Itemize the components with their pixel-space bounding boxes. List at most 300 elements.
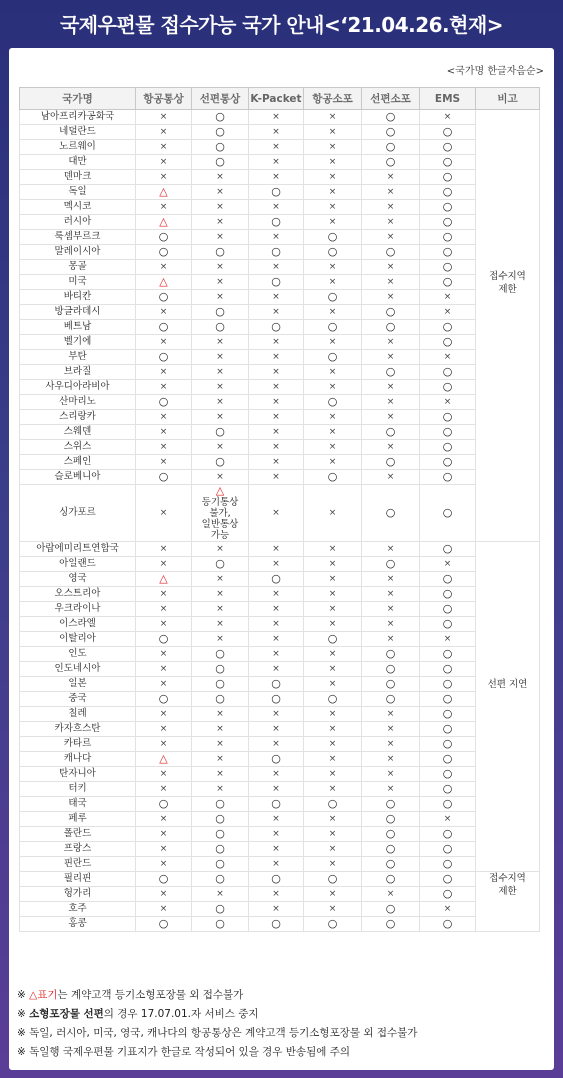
unavailable-mark: × [362, 290, 420, 305]
unavailable-mark: × [420, 632, 476, 647]
unavailable-mark: × [249, 767, 304, 782]
country-name: 스웨덴 [20, 425, 136, 440]
unavailable-mark: × [304, 647, 362, 662]
available-mark: ○ [136, 395, 192, 410]
unavailable-mark: × [249, 722, 304, 737]
unavailable-mark: × [136, 170, 192, 185]
country-name: 사우디아라비아 [20, 380, 136, 395]
available-mark: ○ [249, 677, 304, 692]
country-name: 베트남 [20, 320, 136, 335]
country-name: 인도네시아 [20, 662, 136, 677]
unavailable-mark: × [362, 275, 420, 290]
available-mark: ○ [362, 245, 420, 260]
country-name: 페루 [20, 812, 136, 827]
available-mark: ○ [192, 320, 249, 335]
unavailable-mark: × [249, 470, 304, 485]
unavailable-mark: × [249, 335, 304, 350]
header-surface-parcel: 선편소포 [362, 88, 420, 110]
unavailable-mark: × [304, 440, 362, 455]
available-mark: ○ [420, 587, 476, 602]
unavailable-mark: × [304, 842, 362, 857]
unavailable-mark: × [249, 305, 304, 320]
unavailable-mark: × [304, 260, 362, 275]
country-name: 부탄 [20, 350, 136, 365]
available-mark: ○ [420, 260, 476, 275]
available-mark: ○ [304, 632, 362, 647]
unavailable-mark: × [192, 410, 249, 425]
available-mark: ○ [304, 320, 362, 335]
unavailable-mark: × [304, 782, 362, 797]
unavailable-mark: × [304, 305, 362, 320]
available-mark: ○ [249, 275, 304, 290]
table-row [20, 140, 540, 155]
unavailable-mark: × [192, 542, 249, 557]
unavailable-mark: × [192, 470, 249, 485]
unavailable-mark: × [249, 542, 304, 557]
unavailable-mark: × [192, 395, 249, 410]
unavailable-mark: × [249, 110, 304, 125]
unavailable-mark: × [249, 200, 304, 215]
available-mark: ○ [420, 170, 476, 185]
unavailable-mark: × [304, 275, 362, 290]
table-row [20, 200, 540, 215]
available-mark: ○ [362, 902, 420, 917]
unavailable-mark: × [249, 440, 304, 455]
available-mark: ○ [362, 662, 420, 677]
unavailable-mark: × [304, 455, 362, 470]
table-row [20, 470, 540, 485]
unavailable-mark: × [249, 260, 304, 275]
country-name: 터키 [20, 782, 136, 797]
sort-note: <국가명 한글자음순> [446, 66, 544, 77]
footnote: ※ 독일, 러시아, 미국, 영국, 캐나다의 항공통상은 계약고객 등기소형포장물 외 접수불가 [17, 1027, 418, 1039]
country-name: 네덜란드 [20, 125, 136, 140]
unavailable-mark: × [304, 617, 362, 632]
unavailable-mark: × [136, 842, 192, 857]
available-mark: ○ [136, 230, 192, 245]
available-mark: ○ [192, 692, 249, 707]
page-title: 국제우편물 접수가능 국가 안내<‘21.04.26.현재> [59, 12, 504, 37]
unavailable-mark: × [304, 410, 362, 425]
footnote: ※ △표기는 계약고객 등기소형포장물 외 접수불가 [17, 989, 244, 1001]
available-mark: ○ [192, 842, 249, 857]
unavailable-mark: × [249, 902, 304, 917]
unavailable-mark: × [304, 155, 362, 170]
country-name: 이탈리아 [20, 632, 136, 647]
available-mark: ○ [362, 872, 420, 887]
restricted-mark: △ 등기통상 불가, 일반통상 가능 [192, 485, 249, 542]
unavailable-mark: × [249, 737, 304, 752]
country-name: 싱가포르 [20, 485, 136, 542]
unavailable-mark: × [362, 260, 420, 275]
unavailable-mark: × [362, 170, 420, 185]
available-mark: ○ [420, 215, 476, 230]
available-mark: ○ [304, 797, 362, 812]
available-mark: ○ [136, 320, 192, 335]
unavailable-mark: × [136, 902, 192, 917]
available-mark: ○ [420, 410, 476, 425]
available-mark: ○ [420, 722, 476, 737]
country-name: 스리랑카 [20, 410, 136, 425]
unavailable-mark: × [136, 365, 192, 380]
table-row [20, 440, 540, 455]
unavailable-mark: × [304, 557, 362, 572]
table-row [20, 602, 540, 617]
unavailable-mark: × [136, 440, 192, 455]
unavailable-mark: × [304, 737, 362, 752]
available-mark: ○ [362, 455, 420, 470]
available-mark: ○ [420, 707, 476, 722]
available-mark: ○ [420, 542, 476, 557]
available-mark: ○ [420, 275, 476, 290]
unavailable-mark: × [136, 542, 192, 557]
country-name: 칠레 [20, 707, 136, 722]
unavailable-mark: × [136, 200, 192, 215]
country-name: 캐나다 [20, 752, 136, 767]
unavailable-mark: × [136, 617, 192, 632]
unavailable-mark: × [362, 887, 420, 902]
available-mark: ○ [136, 797, 192, 812]
table-row [20, 887, 540, 902]
available-mark: ○ [362, 425, 420, 440]
table-row [20, 230, 540, 245]
unavailable-mark: × [192, 722, 249, 737]
header-air-parcel: 항공소포 [304, 88, 362, 110]
available-mark: ○ [362, 155, 420, 170]
table-row [20, 902, 540, 917]
available-mark: ○ [136, 350, 192, 365]
unavailable-mark: × [420, 350, 476, 365]
unavailable-mark: × [420, 812, 476, 827]
country-name: 멕시코 [20, 200, 136, 215]
country-name: 오스트리아 [20, 587, 136, 602]
table-row [20, 155, 540, 170]
unavailable-mark: × [136, 767, 192, 782]
country-name: 홍콩 [20, 917, 136, 932]
table-row [20, 752, 540, 767]
unavailable-mark: × [304, 902, 362, 917]
table-row [20, 572, 540, 587]
available-mark: ○ [362, 827, 420, 842]
remark-text: 선편 지연 [487, 679, 528, 690]
unavailable-mark: × [249, 842, 304, 857]
unavailable-mark: × [304, 170, 362, 185]
available-mark: ○ [362, 917, 420, 932]
remark-text: 접수지역 제한 [489, 873, 526, 897]
available-mark: ○ [420, 140, 476, 155]
available-mark: ○ [420, 692, 476, 707]
table-row [20, 587, 540, 602]
available-mark: ○ [136, 290, 192, 305]
unavailable-mark: × [362, 335, 420, 350]
available-mark: ○ [304, 290, 362, 305]
unavailable-mark: × [304, 110, 362, 125]
unavailable-mark: × [249, 155, 304, 170]
available-mark: ○ [420, 872, 476, 887]
country-name: 카자흐스탄 [20, 722, 136, 737]
available-mark: ○ [249, 752, 304, 767]
country-name: 노르웨이 [20, 140, 136, 155]
table-row [20, 707, 540, 722]
available-mark: ○ [136, 632, 192, 647]
available-mark: ○ [192, 647, 249, 662]
unavailable-mark: × [362, 602, 420, 617]
unavailable-mark: × [192, 602, 249, 617]
unavailable-mark: × [249, 857, 304, 872]
country-name: 슬로베니아 [20, 470, 136, 485]
footnote: ※ 독일행 국제우편물 기표지가 한글로 작성되어 있을 경우 반송됨에 주의 [17, 1046, 350, 1058]
available-mark: ○ [420, 677, 476, 692]
available-mark: ○ [136, 470, 192, 485]
country-name: 헝가리 [20, 887, 136, 902]
available-mark: ○ [192, 797, 249, 812]
unavailable-mark: × [136, 722, 192, 737]
table-row [20, 455, 540, 470]
cell-note: 등기통상 불가, 일반통상 가능 [201, 497, 239, 541]
unavailable-mark: × [362, 632, 420, 647]
unavailable-mark: × [249, 617, 304, 632]
available-mark: ○ [304, 917, 362, 932]
table-row [20, 797, 540, 812]
country-name: 카타르 [20, 737, 136, 752]
available-mark: ○ [420, 617, 476, 632]
available-mark: ○ [304, 350, 362, 365]
available-mark: ○ [420, 572, 476, 587]
table-row [20, 647, 540, 662]
available-mark: ○ [362, 320, 420, 335]
available-mark: ○ [249, 185, 304, 200]
footnote: ※ 소형포장물 선편의 경우 17.07.01.자 서비스 중지 [17, 1008, 259, 1020]
table-row [20, 827, 540, 842]
country-name: 덴마크 [20, 170, 136, 185]
unavailable-mark: × [136, 887, 192, 902]
available-mark: ○ [420, 230, 476, 245]
restricted-mark: △ [136, 752, 192, 767]
country-name: 폴란드 [20, 827, 136, 842]
country-name: 브라질 [20, 365, 136, 380]
unavailable-mark: × [420, 305, 476, 320]
table-row [20, 305, 540, 320]
unavailable-mark: × [304, 602, 362, 617]
available-mark: ○ [362, 647, 420, 662]
table-row [20, 692, 540, 707]
unavailable-mark: × [304, 542, 362, 557]
unavailable-mark: × [249, 707, 304, 722]
unavailable-mark: × [192, 617, 249, 632]
available-mark: ○ [420, 440, 476, 455]
unavailable-mark: × [249, 647, 304, 662]
unavailable-mark: × [304, 812, 362, 827]
unavailable-mark: × [136, 857, 192, 872]
available-mark: ○ [420, 380, 476, 395]
unavailable-mark: × [136, 485, 192, 542]
available-mark: ○ [192, 245, 249, 260]
unavailable-mark: × [362, 395, 420, 410]
unavailable-mark: × [192, 380, 249, 395]
available-mark: ○ [420, 155, 476, 170]
country-name: 영국 [20, 572, 136, 587]
table-row [20, 170, 540, 185]
table-row [20, 245, 540, 260]
unavailable-mark: × [362, 215, 420, 230]
unavailable-mark: × [304, 365, 362, 380]
unavailable-mark: × [192, 290, 249, 305]
unavailable-mark: × [192, 632, 249, 647]
unavailable-mark: × [192, 767, 249, 782]
available-mark: ○ [362, 305, 420, 320]
available-mark: ○ [420, 245, 476, 260]
country-name: 중국 [20, 692, 136, 707]
header-k-packet: K-Packet [249, 88, 304, 110]
available-mark: ○ [420, 752, 476, 767]
country-name: 이스라엘 [20, 617, 136, 632]
available-mark: ○ [362, 842, 420, 857]
available-mark: ○ [362, 692, 420, 707]
unavailable-mark: × [249, 827, 304, 842]
available-mark: ○ [420, 887, 476, 902]
unavailable-mark: × [362, 782, 420, 797]
table-row [20, 425, 540, 440]
unavailable-mark: × [136, 125, 192, 140]
available-mark: ○ [192, 110, 249, 125]
restricted-mark: △ [136, 572, 192, 587]
unavailable-mark: × [304, 140, 362, 155]
unavailable-mark: × [249, 455, 304, 470]
unavailable-mark: × [304, 185, 362, 200]
table-row [20, 125, 540, 140]
unavailable-mark: × [304, 572, 362, 587]
available-mark: ○ [192, 305, 249, 320]
unavailable-mark: × [304, 425, 362, 440]
unavailable-mark: × [136, 782, 192, 797]
country-name: 남아프리카공화국 [20, 110, 136, 125]
available-mark: ○ [420, 827, 476, 842]
available-mark: ○ [249, 797, 304, 812]
available-mark: ○ [304, 395, 362, 410]
country-name: 필리핀 [20, 872, 136, 887]
unavailable-mark: × [362, 752, 420, 767]
unavailable-mark: × [192, 335, 249, 350]
unavailable-mark: × [192, 215, 249, 230]
available-mark: ○ [192, 557, 249, 572]
unavailable-mark: × [362, 617, 420, 632]
available-mark: ○ [192, 902, 249, 917]
available-mark: ○ [362, 797, 420, 812]
table-body [20, 110, 540, 932]
country-name: 러시아 [20, 215, 136, 230]
remark-cell [476, 110, 540, 542]
table-row [20, 737, 540, 752]
unavailable-mark: × [304, 125, 362, 140]
unavailable-mark: × [304, 662, 362, 677]
unavailable-mark: × [420, 395, 476, 410]
unavailable-mark: × [304, 200, 362, 215]
unavailable-mark: × [136, 425, 192, 440]
available-mark: ○ [249, 320, 304, 335]
remark-cell [476, 542, 540, 872]
table-row [20, 557, 540, 572]
table-row [20, 542, 540, 557]
unavailable-mark: × [192, 572, 249, 587]
available-mark: ○ [420, 782, 476, 797]
available-mark: ○ [362, 125, 420, 140]
country-name: 독일 [20, 185, 136, 200]
table-row [20, 722, 540, 737]
country-name: 몽골 [20, 260, 136, 275]
unavailable-mark: × [192, 752, 249, 767]
unavailable-mark: × [249, 587, 304, 602]
unavailable-mark: × [304, 215, 362, 230]
available-mark: ○ [249, 215, 304, 230]
table-row [20, 617, 540, 632]
available-mark: ○ [420, 185, 476, 200]
available-mark: ○ [420, 662, 476, 677]
available-mark: ○ [304, 692, 362, 707]
unavailable-mark: × [136, 410, 192, 425]
available-mark: ○ [420, 602, 476, 617]
restricted-mark: △ [136, 275, 192, 290]
available-mark: ○ [362, 557, 420, 572]
unavailable-mark: × [249, 557, 304, 572]
unavailable-mark: × [249, 485, 304, 542]
unavailable-mark: × [304, 752, 362, 767]
unavailable-mark: × [192, 365, 249, 380]
available-mark: ○ [420, 797, 476, 812]
unavailable-mark: × [192, 350, 249, 365]
country-name: 프랑스 [20, 842, 136, 857]
available-mark: ○ [420, 857, 476, 872]
unavailable-mark: × [362, 200, 420, 215]
available-mark: ○ [136, 917, 192, 932]
unavailable-mark: × [304, 767, 362, 782]
country-name: 인도 [20, 647, 136, 662]
unavailable-mark: × [249, 425, 304, 440]
country-name: 미국 [20, 275, 136, 290]
unavailable-mark: × [249, 782, 304, 797]
table-row [20, 662, 540, 677]
country-name: 탄자니아 [20, 767, 136, 782]
unavailable-mark: × [249, 230, 304, 245]
country-name: 스페인 [20, 455, 136, 470]
country-table [19, 87, 540, 932]
restricted-mark: △ [136, 185, 192, 200]
unavailable-mark: × [192, 170, 249, 185]
available-mark: ○ [304, 470, 362, 485]
available-mark: ○ [362, 812, 420, 827]
available-mark: ○ [192, 857, 249, 872]
table-row [20, 812, 540, 827]
remark-text: 접수지역 제한 [489, 270, 526, 295]
unavailable-mark: × [249, 380, 304, 395]
available-mark: ○ [420, 125, 476, 140]
unavailable-mark: × [136, 260, 192, 275]
unavailable-mark: × [192, 782, 249, 797]
table-row [20, 677, 540, 692]
available-mark: ○ [192, 872, 249, 887]
available-mark: ○ [362, 857, 420, 872]
unavailable-mark: × [136, 602, 192, 617]
available-mark: ○ [420, 647, 476, 662]
table-row [20, 782, 540, 797]
available-mark: ○ [362, 677, 420, 692]
unavailable-mark: × [136, 380, 192, 395]
available-mark: ○ [420, 470, 476, 485]
unavailable-mark: × [249, 395, 304, 410]
header-remarks: 비고 [476, 88, 540, 110]
unavailable-mark: × [136, 335, 192, 350]
available-mark: ○ [420, 200, 476, 215]
table-row [20, 185, 540, 200]
